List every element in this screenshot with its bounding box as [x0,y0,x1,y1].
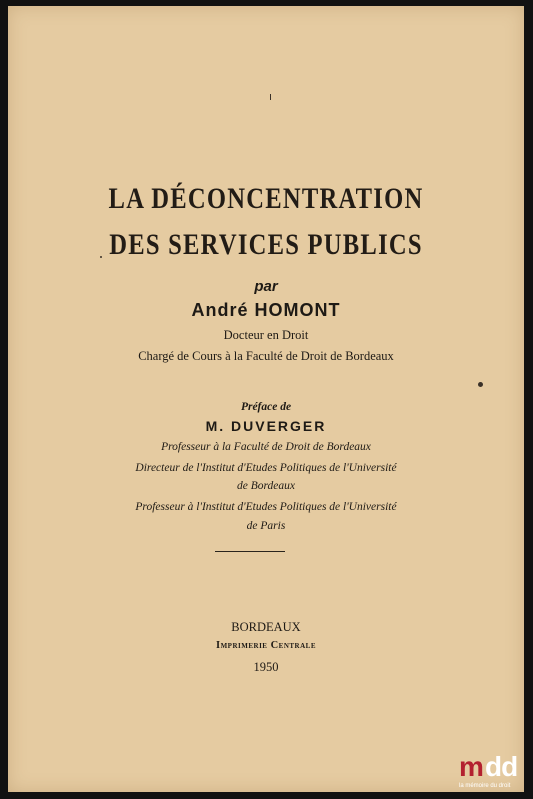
author-name: André HOMONT [191,300,341,320]
preface-label: Préface de [240,401,292,413]
publisher-name: Imprimerie Centrale [215,640,317,651]
book-cover [8,6,524,792]
preface-role-1: Professeur à la Faculté de Droit de Bordeaux [161,441,371,453]
logo-tagline: la mémoire du droit [459,783,511,789]
paper-dot [100,256,102,258]
divider-rule [215,551,285,552]
logo-letter-m: m [459,751,483,782]
title-line-2: DES SERVICES PUBLICS [109,228,423,261]
publisher-city: BORDEAUX [231,620,301,634]
title-line-1: LA DÉCONCENTRATION [108,182,424,215]
author-title-1: Docteur en Droit [223,328,309,342]
by-label: par [254,278,278,295]
publication-year: 1950 [253,660,279,674]
preface-role-3a: Professeur à l'Institut d'Etudes Politiques de l'Université [135,501,397,513]
paper-spot [478,382,483,387]
preface-role-2b: de Bordeaux [236,480,295,492]
preface-role-3b: de Paris [246,520,286,532]
mdd-logo [459,751,529,795]
preface-role-2a: Directeur de l'Institut d'Etudes Politiques de l'Université [135,462,397,474]
logo-letters-dd: dd [485,751,518,782]
paper-mark [270,94,271,100]
preface-author: M. DUVERGER [205,418,327,434]
author-title-2: Chargé de Cours à la Faculté de Droit de Bordeaux [138,349,394,363]
